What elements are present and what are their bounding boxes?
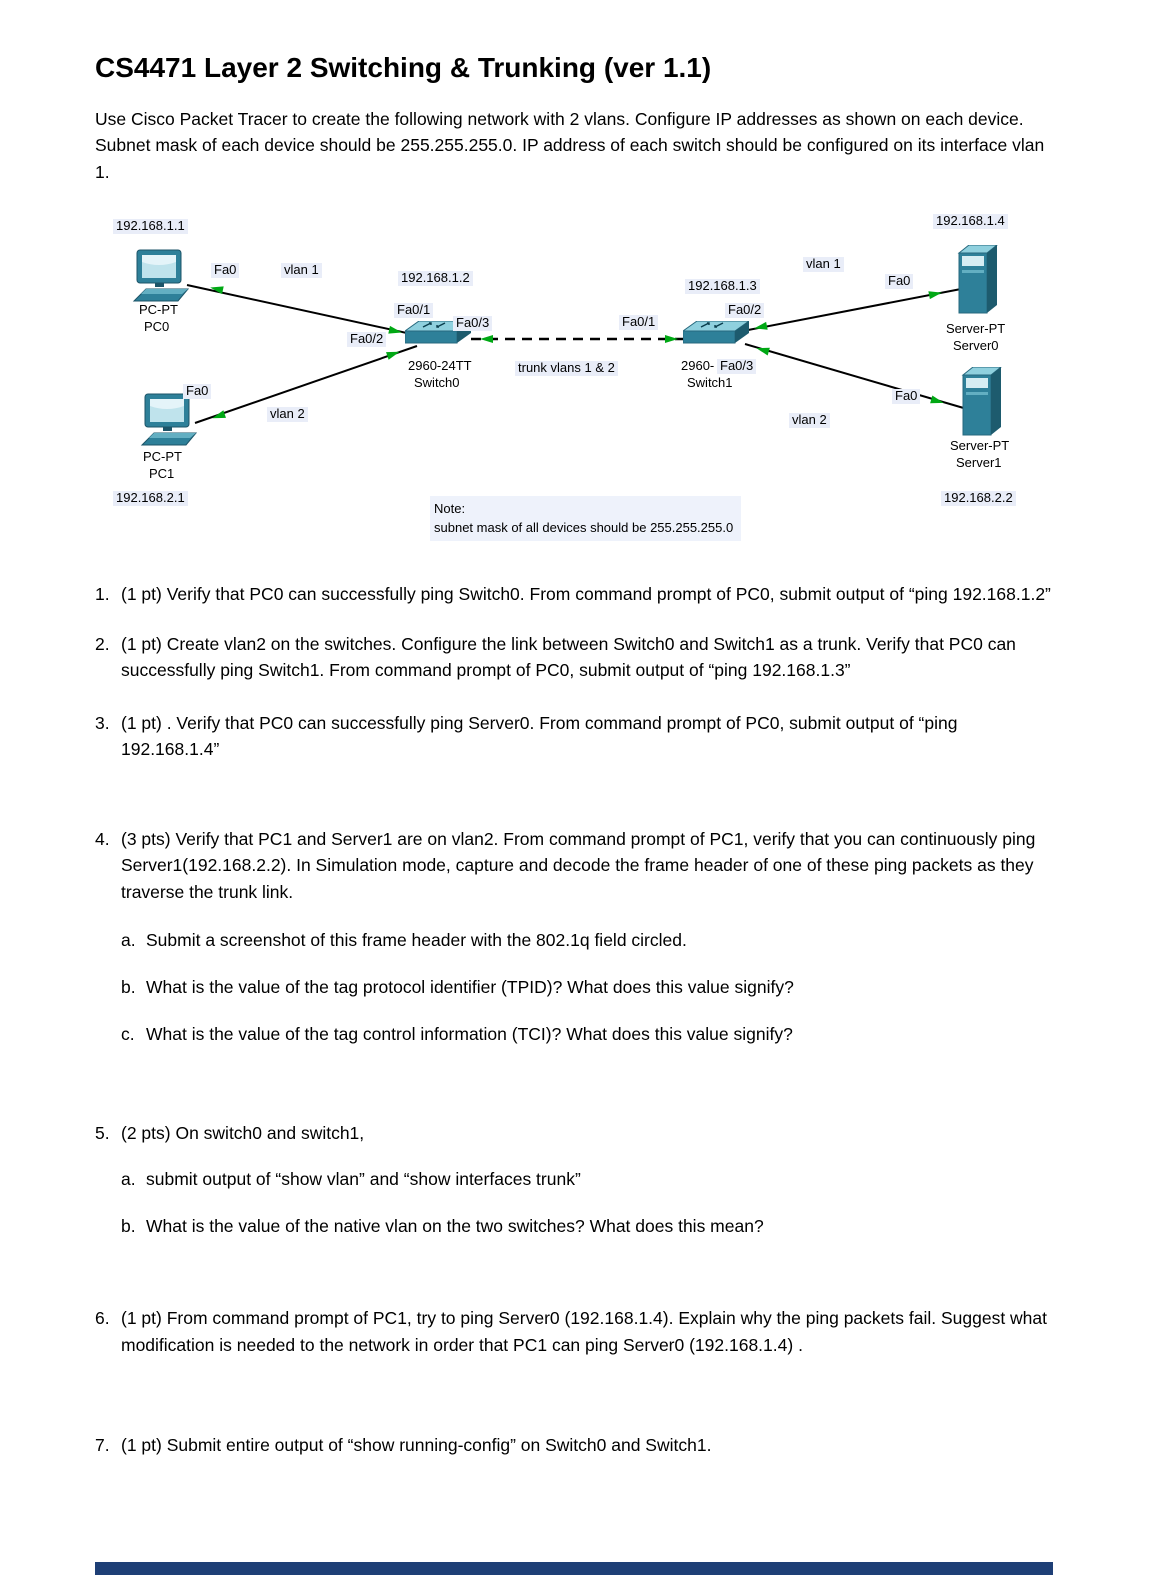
question-text: (2 pts) On switch0 and switch1, (121, 1122, 365, 1143)
question-6 (95, 1305, 1054, 1358)
note-body: subnet mask of all devices should be 255.255.255.0 (434, 520, 734, 536)
server1-port-label: Fa0 (892, 389, 920, 404)
question-text: (3 pts) Verify that PC1 and Server1 are on vlan2. From command prompt of PC1, verify that you can continuously ping Server1(192.168.2.2). In Simulation mode, capture and decode the frame header of one of these ping packets as they traverse the trunk link. (121, 829, 1036, 902)
switch0-port-fa03-label: Fa0/3 (453, 316, 492, 331)
pc0-model-label: PC-PT (139, 301, 178, 317)
sub-text: What is the value of the tag protocol identifier (TPID)? What does this value signify? (146, 977, 794, 997)
switch1-icon (683, 321, 749, 356)
question-text: (1 pt) Verify that PC0 can successfully ping Switch0. From command prompt of PC0, submit output of “ping 192.168.1.2” (121, 583, 1051, 604)
sub-label: a. (121, 1168, 136, 1189)
pc1-icon (139, 393, 199, 454)
sub-text: submit output of “show vlan” and “show interfaces trunk” (146, 1168, 581, 1189)
pc0-ip-label: 192.168.1.1 (113, 219, 188, 234)
server1-model-label: Server-PT (950, 437, 1010, 453)
sub-text: Submit a screenshot of this frame header with the 802.1q field circled. (146, 929, 687, 950)
network-diagram (95, 213, 1053, 555)
server0-model-label: Server-PT (946, 320, 1006, 336)
pc0-port-label: Fa0 (211, 263, 239, 278)
question-4a (121, 927, 1054, 953)
question-number: 6. (95, 1308, 110, 1329)
sub-label: b. (121, 977, 136, 997)
question-number: 1. (95, 583, 110, 604)
link-switch1-server0 (743, 289, 961, 331)
question-number: 3. (95, 712, 110, 733)
pc0-icon (131, 249, 191, 310)
pc0-name-label: PC0 (144, 318, 170, 334)
vlan1-right-label: vlan 1 (803, 257, 844, 272)
server0-icon (955, 245, 1001, 322)
question-number: 4. (95, 829, 110, 849)
sub-text: What is the value of the native vlan on the two switches? What does this mean? (146, 1216, 764, 1236)
switch0-ip-label: 192.168.1.2 (398, 271, 473, 286)
pc1-name-label: PC1 (149, 465, 175, 481)
link-status-icon (753, 322, 767, 332)
question-5b (121, 1213, 1054, 1239)
switch1-port-fa02-label: Fa0/2 (725, 303, 764, 318)
question-number: 2. (95, 634, 110, 654)
link-status-icon (480, 335, 493, 343)
question-text: (1 pt) From command prompt of PC1, try to ping Server0 (192.168.1.4). Explain why the ping packets fail. Suggest what modification is needed to the network in order that PC1 can ping Server0 (192.168.1.4) . (121, 1308, 1048, 1355)
note (430, 496, 741, 541)
link-status-icon (755, 344, 770, 355)
server1-icon (959, 367, 1005, 444)
vlan2-left-label: vlan 2 (267, 407, 308, 422)
question-1 (95, 581, 1054, 607)
link-status-icon (665, 335, 678, 343)
question-text: (1 pt) . Verify that PC0 can successfully ping Server0. From command prompt of PC0, submit output of “ping 192.168.1.4” (121, 712, 958, 759)
page-footer-bar (95, 1562, 1053, 1575)
server0-port-label: Fa0 (885, 274, 913, 289)
switch1-name-label: Switch1 (687, 374, 733, 390)
question-number: 5. (95, 1122, 110, 1143)
switch1-port-fa01-label: Fa0/1 (619, 315, 658, 330)
server1-name-label: Server1 (956, 454, 1002, 470)
question-text: (1 pt) Create vlan2 on the switches. Configure the link between Switch0 and Switch1 as a trunk. Verify that PC0 can successfully ping Switch1. From command prompt of PC0, submit output of “ping 192.168.1.3” (121, 634, 1016, 681)
sub-label: c. (121, 1024, 135, 1045)
switch0-model-label: 2960-24TT (408, 357, 472, 373)
pc1-ip-label: 192.168.2.1 (113, 491, 188, 506)
switch0-port-fa02-label: Fa0/2 (347, 332, 386, 347)
question-4 (95, 826, 1054, 905)
question-7 (95, 1432, 1054, 1458)
question-4c (121, 1021, 1054, 1047)
vlan2-right-label: vlan 2 (789, 413, 830, 428)
link-status-icon (209, 283, 223, 294)
sub-text: What is the value of the tag control information (TCI)? What does this value signify? (146, 1024, 793, 1045)
question-5a (121, 1166, 1054, 1192)
page-title: CS4471 Layer 2 Switching & Trunking (ver 1.1) (95, 52, 712, 83)
server0-ip-label: 192.168.1.4 (933, 214, 1008, 229)
sub-label: b. (121, 1216, 136, 1236)
pc1-model-label: PC-PT (143, 448, 182, 464)
question-3 (95, 710, 1054, 763)
question-5 (95, 1120, 1054, 1146)
switch1-model-label: 2960- (681, 357, 715, 373)
note-title: Note: (434, 500, 466, 516)
trunk-label: trunk vlans 1 & 2 (515, 361, 618, 376)
question-text: (1 pt) Submit entire output of “show running-config” on Switch0 and Switch1. (121, 1434, 712, 1455)
switch1-ip-label: 192.168.1.3 (685, 279, 760, 294)
question-4b (121, 974, 1054, 1000)
intro-paragraph: Use Cisco Packet Tracer to create the following network with 2 vlans. Configure IP addresses as shown on each device. Subnet mask of each device should be 255.255.255.0. IP address of each switch should be configured on its interface vlan 1. (95, 109, 1045, 182)
question-2 (95, 631, 1054, 684)
link-status-icon (386, 348, 401, 360)
sub-label: a. (121, 929, 136, 950)
server0-name-label: Server0 (953, 337, 999, 353)
pc1-port-label: Fa0 (183, 384, 211, 399)
question-number: 7. (95, 1434, 110, 1455)
server1-ip-label: 192.168.2.2 (941, 491, 1016, 506)
vlan1-left-label: vlan 1 (281, 263, 322, 278)
switch1-port-fa03-label: Fa0/3 (717, 359, 756, 374)
switch0-name-label: Switch0 (414, 374, 460, 390)
switch0-port-fa01-label: Fa0/1 (394, 303, 433, 318)
